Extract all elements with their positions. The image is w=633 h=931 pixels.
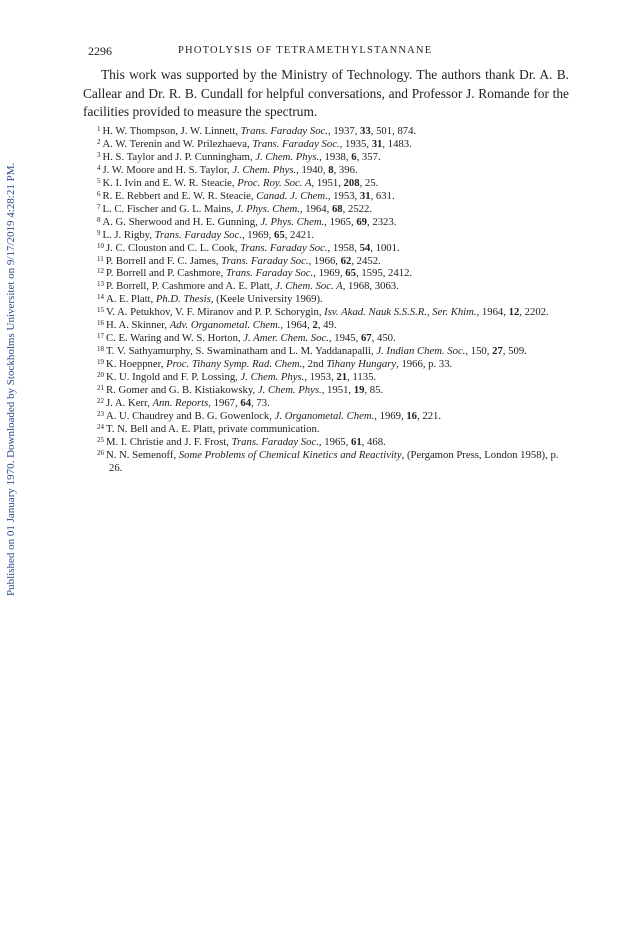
reference-pages: , 2452. [351, 254, 381, 267]
reference-item [97, 345, 571, 358]
reference-year: , 1964, [280, 319, 313, 332]
reference-authors: A. G. Sherwood and H. E. Gunning, [102, 215, 261, 228]
reference-pages: , 2421. [284, 228, 315, 241]
reference-number: 25 [97, 435, 104, 444]
reference-volume: 65 [345, 267, 356, 280]
reference-authors: K. U. Ingold and F. P. Lossing, [106, 371, 241, 384]
page-number: 2296 [88, 44, 112, 58]
reference-journal: Trans. Faraday Soc. [240, 125, 328, 137]
reference-number: 8 [97, 215, 101, 224]
reference-number: 24 [97, 422, 104, 431]
reference-journal: Ph.D. Thesis [155, 293, 211, 306]
reference-year: , 1967, [208, 397, 241, 410]
reference-journal: J. Phys. Chem. [260, 215, 325, 228]
reference-journal: J. Indian Chem. Soc. [376, 345, 466, 358]
reference-journal: Trans. Faraday Soc. [240, 241, 328, 254]
reference-item [97, 203, 571, 216]
reference-authors: P. Borrell and F. C. James, [105, 254, 222, 267]
reference-year: , 1964, [476, 306, 509, 319]
reference-year: , 1940, [296, 163, 329, 176]
reference-journal: Ann. Reports [152, 397, 209, 410]
reference-number: 22 [97, 397, 104, 406]
reference-item [97, 397, 571, 410]
reference-year: , 1969, [241, 228, 275, 241]
reference-pages: , 221. [417, 409, 442, 422]
reference-item [97, 125, 571, 138]
reference-year: , 1968, 3063. [342, 280, 399, 293]
reference-item [97, 151, 571, 164]
reference-year: , 1964, [299, 202, 332, 215]
reference-pages: , 357. [356, 150, 381, 163]
reference-year: , 2nd [302, 358, 327, 371]
reference-journal: Canad. J. Chem. [256, 189, 328, 202]
reference-journal: J. Chem. Phys. [240, 371, 305, 384]
reference-number: 17 [97, 332, 104, 341]
reference-journal: Trans. Faraday Soc. [231, 435, 319, 448]
reference-authors: P. Borrell, P. Cashmore and A. E. Platt, [106, 280, 276, 293]
acknowledgement-paragraph: This work was supported by the Ministry of Technology. The authors thank Dr. A. B. Callear and Dr. R. B. Cundall for helpful conversations, and Professor J. Romande for the facilities provided to measure the spectrum. [83, 67, 569, 119]
reference-year: , 1958, [327, 241, 360, 254]
reference-pages: , 501, 874. [370, 125, 417, 137]
reference-pages: , 2202. [519, 306, 549, 319]
reference-year: , 1965, [318, 435, 351, 448]
reference-journal: Proc. Roy. Soc. A [237, 176, 312, 189]
reference-item [97, 280, 571, 293]
reference-year: , 1951, [311, 176, 344, 189]
reference-number: 3 [97, 150, 101, 159]
reference-authors: P. Borrell and P. Cashmore, [106, 267, 226, 280]
reference-pages: , 450. [371, 332, 396, 345]
reference-year: , 1965, [324, 215, 357, 228]
reference-volume: 27 [492, 345, 503, 358]
reference-year: , 1969, [374, 409, 407, 422]
reference-item [97, 410, 571, 423]
reference-volume: 8 [328, 163, 334, 176]
reference-journal: J. Chem. Phys. [255, 150, 320, 163]
reference-volume: 64 [240, 397, 252, 410]
reference-pages: , 1595, 2412. [355, 267, 413, 280]
reference-item [97, 423, 571, 436]
reference-authors: L. J. Rigby, [102, 228, 155, 241]
reference-list [97, 125, 571, 475]
reference-year: , 1966, [308, 254, 341, 267]
reference-volume: 33 [360, 125, 371, 137]
reference-volume: 31 [359, 189, 371, 202]
reference-year: , 1937, [327, 125, 361, 137]
reference-pages: , 396. [333, 163, 358, 176]
reference-authors: T. V. Sathyamurphy, S. Swaminatham and L. M. Yaddanapalli, [106, 345, 377, 358]
reference-number: 1 [97, 125, 101, 133]
reference-item [97, 319, 571, 332]
reference-item [97, 177, 571, 190]
reference-item [97, 229, 571, 242]
page-header [88, 43, 568, 59]
reference-volume: 208 [343, 176, 360, 189]
reference-pages: , 509. [502, 345, 527, 358]
reference-volume: 16 [406, 409, 417, 422]
reference-pages: , 73. [251, 397, 270, 410]
reference-number: 9 [97, 228, 101, 237]
reference-journal: J. Chem. Phys. [232, 163, 297, 176]
reference-number: 5 [97, 176, 101, 185]
reference-number: 20 [97, 371, 104, 380]
reference-authors: N. N. Semenoff, [106, 448, 179, 461]
reference-item [97, 449, 571, 475]
reference-tail: , 1966, p. 33. [396, 358, 453, 371]
reference-journal: J. Organometal. Chem. [274, 409, 375, 422]
reference-year: , (Pergamon Press, London 1958), p. 26. [109, 448, 559, 474]
reference-item [97, 190, 571, 203]
reference-item [97, 332, 571, 345]
reference-journal: Trans. Faraday Soc. [154, 228, 242, 241]
reference-journal: Some Problems of Chemical Kinetics and Reactivity [178, 448, 402, 461]
reference-year: , 1935, [339, 137, 372, 150]
reference-volume: 21 [336, 371, 348, 384]
reference-journal: Adv. Organometal. Chem. [169, 319, 281, 332]
reference-volume: 61 [350, 435, 362, 448]
reference-number: 13 [97, 280, 104, 289]
reference-authors: V. A. Petukhov, V. F. Miranov and P. P. Schorygin, [106, 306, 325, 319]
reference-item [97, 306, 571, 319]
reference-authors: J. W. Moore and H. S. Taylor, [102, 163, 233, 176]
reference-volume: 67 [360, 332, 372, 345]
reference-item [97, 216, 571, 229]
reference-number: 15 [97, 306, 104, 315]
reference-volume: 2 [312, 319, 318, 332]
reference-volume: 12 [508, 306, 520, 319]
reference-authors: J. C. Clouston and C. L. Cook, [106, 241, 241, 254]
reference-pages: , 25. [359, 176, 379, 189]
reference-number: 18 [97, 345, 104, 354]
reference-authors: H. A. Skinner, [106, 319, 170, 332]
reference-authors: R. E. Rebbert and E. W. R. Steacie, [102, 189, 257, 202]
reference-authors: H. S. Taylor and J. P. Cunningham, [102, 150, 256, 163]
reference-number: 26 [97, 448, 104, 457]
reference-journal: Proc. Tihany Symp. Rad. Chem. [166, 358, 303, 371]
reference-authors: K. I. Ivin and E. W. R. Steacie, [102, 176, 238, 189]
reference-item [97, 138, 571, 151]
reference-number: 14 [97, 293, 104, 302]
reference-journal: Trans. Faraday Soc. [225, 267, 314, 280]
reference-year: , (Keele University 1969). [210, 293, 323, 306]
reference-authors: M. I. Christie and J. F. Frost, [106, 435, 232, 448]
reference-number: 12 [97, 267, 104, 276]
reference-journal: J. Chem. Soc. A [275, 280, 343, 293]
reference-volume: 31 [371, 137, 383, 150]
reference-number: 7 [97, 202, 101, 211]
reference-item [97, 436, 571, 449]
reference-number: 23 [97, 409, 104, 418]
reference-pages: , 85. [364, 384, 384, 397]
reference-authors: H. W. Thompson, J. W. Linnett, [102, 125, 241, 137]
reference-volume: 6 [351, 150, 357, 163]
reference-authors: K. Hoeppner, [106, 358, 167, 371]
reference-journal: J. Phys. Chem. [236, 202, 300, 215]
reference-journal: Trans. Faraday Soc. [221, 254, 309, 267]
reference-authors: C. E. Waring and W. S. Horton, [106, 332, 244, 345]
reference-volume: 54 [359, 241, 371, 254]
reference-item [97, 242, 571, 255]
reference-volume: 65 [274, 228, 285, 241]
reference-volume: 19 [353, 384, 365, 397]
reference-pages: , 2323. [367, 215, 397, 228]
reference-authors: A. U. Chaudrey and B. G. Gowenlock, [106, 409, 275, 422]
reference-item [97, 358, 571, 371]
reference-item [97, 255, 571, 268]
reference-item [97, 164, 571, 177]
reference-volume: 69 [356, 215, 367, 228]
reference-year: , 1951, [321, 384, 354, 397]
reference-number: 16 [97, 319, 104, 328]
reference-year: , 150, [465, 345, 493, 358]
reference-number: 19 [97, 358, 104, 367]
reference-pages: , 468. [361, 435, 386, 448]
reference-pages: , 1135. [347, 371, 377, 384]
running-title: PHOTOLYSIS OF TETRAMETHYLSTANNANE [178, 45, 433, 56]
reference-item [97, 293, 571, 306]
reference-authors: J. A. Kerr, [106, 397, 153, 410]
reference-authors: A. W. Terenin and W. Prilezhaeva, [102, 137, 253, 150]
reference-year: , 1953, [327, 189, 360, 202]
reference-year: , 1953, [304, 371, 337, 384]
reference-number: 10 [97, 241, 104, 250]
reference-pages: , 49. [317, 319, 337, 332]
reference-item [97, 267, 571, 280]
reference-number: 11 [97, 254, 104, 263]
reference-journal: J. Amer. Chem. Soc. [243, 332, 329, 345]
reference-number: 21 [97, 384, 104, 393]
reference-journal-extra: Tihany Hungary [326, 358, 397, 371]
reference-number: 2 [97, 137, 101, 146]
reference-authors: L. C. Fischer and G. L. Mains, [102, 202, 237, 215]
reference-volume: 62 [340, 254, 352, 267]
reference-authors: R. Gomer and G. B. Kistiakowsky, [106, 384, 258, 397]
reference-authors: A. E. Platt, [106, 293, 156, 306]
reference-year: , 1969, [313, 267, 346, 280]
reference-journal: J. Chem. Phys. [257, 384, 322, 397]
reference-volume: 68 [331, 202, 343, 215]
reference-journal: Isv. Akad. Nauk S.S.S.R., Ser. Khim. [324, 306, 477, 319]
reference-number: 6 [97, 189, 101, 198]
reference-pages: , 631. [370, 189, 395, 202]
reference-item [97, 371, 571, 384]
reference-year: , 1938, [319, 150, 352, 163]
download-stamp: Published on 01 January 1970. Downloaded by Stockholms Universitet on 9/17/2019 4:28:21 PM. [5, 162, 17, 596]
reference-item [97, 384, 571, 397]
reference-pages: , 1483. [382, 137, 412, 150]
reference-number: 4 [97, 163, 101, 172]
reference-year: , 1945, [328, 332, 361, 345]
reference-pages: , 2522. [342, 202, 373, 215]
reference-authors: T. N. Bell and A. E. Platt, private communication. [106, 422, 320, 435]
reference-journal: Trans. Faraday Soc. [252, 137, 340, 150]
reference-pages: , 1001. [370, 241, 400, 254]
